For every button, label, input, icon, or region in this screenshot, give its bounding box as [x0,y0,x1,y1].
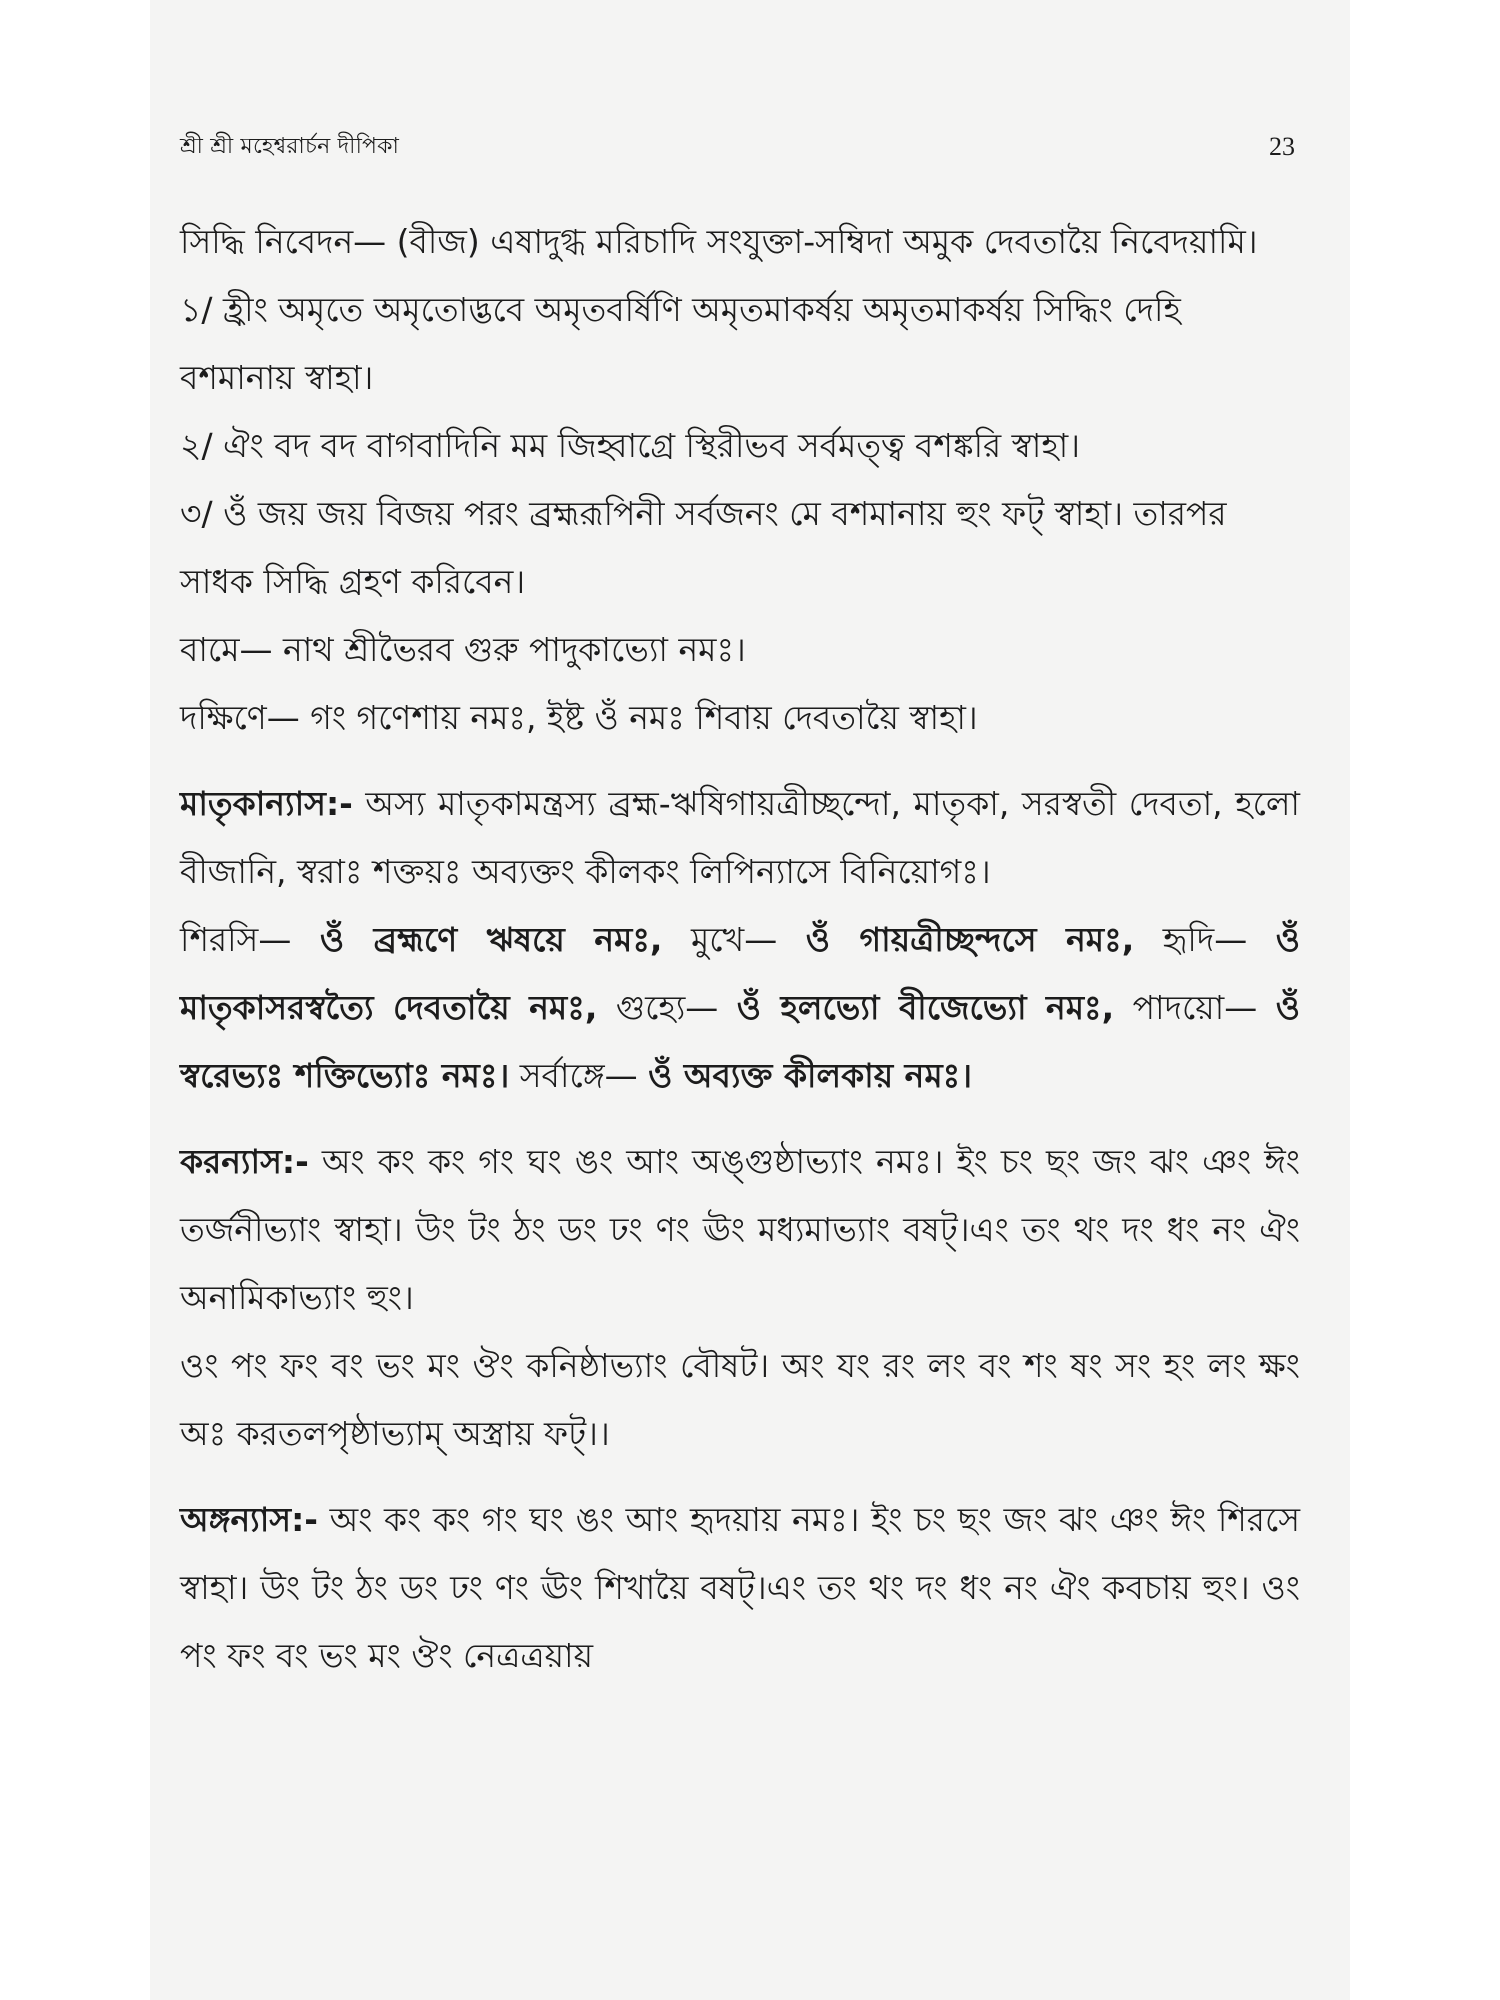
karanyas-paragraph-2: ওং পং ফং বং ভং মং ঔং কনিষ্ঠাভ্যাং বৌষট। অং যং রং লং বং শং ষং সং হং লং ক্ষং অঃ করতলপৃষ্ঠাভ্যাম্ অস্ত্রায় ফট্।। [180,1346,1300,1453]
right-margin [1350,0,1500,2000]
left-margin [0,0,150,2000]
book-page [150,0,1350,2000]
book-title: শ্রী শ্রী মহেশ্বরার্চন দীপিকা [180,133,400,159]
placement-label: পাদয়ো— [1114,988,1276,1027]
placement-mantra: ওঁ অব্যক্ত কীলকায় নমঃ। [648,1056,973,1095]
dakshine-line: দক্ষিণে— গং গণেশায় নমঃ, ইষ্ট ওঁ নমঃ শিবায় দেবতায়ৈ স্বাহা। [180,698,978,737]
bame-line: বামে— নাথ শ্রীভৈরব গুরু পাদুকাভ্যো নমঃ। [180,630,746,669]
placement-label: শিরসি— [180,920,320,959]
karanyas-text: অং কং কং গং ঘং ঙং আং অঙ্গুষ্ঠাভ্যাং নমঃ। ইং চং ছং জং ঝং ঞং ঈং তর্জনীভ্যাং স্বাহা। উং টং ঠং ডং ঢং ণং ঊং মধ্যমাভ্যাং বষট্।এং তং থং দং ধং নং ঐং অনামিকাভ্যাং হুং। [180,1142,1300,1317]
running-header [180,130,1295,164]
placement-label: হৃদি— [1134,920,1276,959]
placement-mantra: ওঁ মাতৃকাসরস্বত্যৈ দেবতায়ৈ নমঃ, [180,920,1300,1027]
placement-mantra: ওঁ স্বরেভ্যঃ শক্তিভ্যোঃ নমঃ। [180,988,1300,1095]
placement-label: গুহ্যে— [597,988,737,1027]
placement-label: মুখে— [662,920,806,959]
placement-mantra: ওঁ গায়ত্রীচ্ছন্দসে নমঃ, [805,920,1135,959]
matrikanyas-intro [180,770,1300,906]
anganyas-text: অং কং কং গং ঘং ঙং আং হৃদয়ায় নমঃ। ইং চং ছং জং ঝং ঞং ঈং শিরসে স্বাহা। উং টং ঠং ডং ঢং ণং ঊং শিখায়ৈ বষট্।এং তং থং দং ধং নং ঐং কবচায় হুং। ওং পং ফং বং ভং মং ঔং নেত্রত্রয়ায় [180,1500,1300,1675]
placement-label: সর্বাঙ্গে— [509,1056,649,1095]
siddhi-mantra-3: ৩/ ওঁ জয় জয় বিজয় পরং ব্রহ্মরূপিনী সর্বজনং মে বশমানায় হুং ফট্ স্বাহা। তারপর সাধক সিদ্ধি গ্রহণ করিবেন। [180,494,1227,601]
siddhi-mantra-1: ১/ হ্রীং অমৃতে অমৃতোদ্ভবে অমৃতবর্ষিণি অমৃতমাকর্ষয় অমৃতমাকর্ষয় সিদ্ধিং দেহি বশমানায় স্বাহা। [180,290,1181,397]
siddhi-nivedan: সিদ্ধি নিবেদন— (বীজ) এষাদুগ্ধ মরিচাদি সংযুক্তা-সম্বিদা অমুক দেবতায়ৈ নিবেদয়ামি। [180,222,1258,261]
matrikanyas-heading: মাতৃকান্যাস:- [180,784,353,823]
karanyas-paragraph [180,1128,1300,1332]
siddhi-mantra-2: ২/ ঐং বদ বদ বাগবাদিনি মম জিহ্বাগ্রে স্থিরীভব সর্বমত্ত্ব বশঙ্করি স্বাহা। [180,426,1081,465]
placement-mantra: ওঁ হলভ্যো বীজেভ্যো নমঃ, [736,988,1115,1027]
matrikanyas-placement [180,906,1300,1110]
matrikanyas-intro-text: অস্য মাতৃকামন্ত্রস্য ব্রহ্ম-ঋষিগায়ত্রীচ্ছন্দো, মাতৃকা, সরস্বতী দেবতা, হলো বীজানি, স্বরাঃ শক্তয়ঃ অব্যক্তং কীলকং লিপিন্যাসে বিনিয়োগঃ। [180,784,1300,891]
page-number: 23 [1269,132,1295,161]
placement-mantra: ওঁ ব্রহ্মণে ঋষয়ে নমঃ, [319,920,663,959]
page-body [180,208,1300,1690]
anganyas-paragraph [180,1486,1300,1690]
karanyas-heading: করন্যাস:- [180,1142,309,1181]
anganyas-heading: অঙ্গন্যাস:- [180,1500,318,1539]
